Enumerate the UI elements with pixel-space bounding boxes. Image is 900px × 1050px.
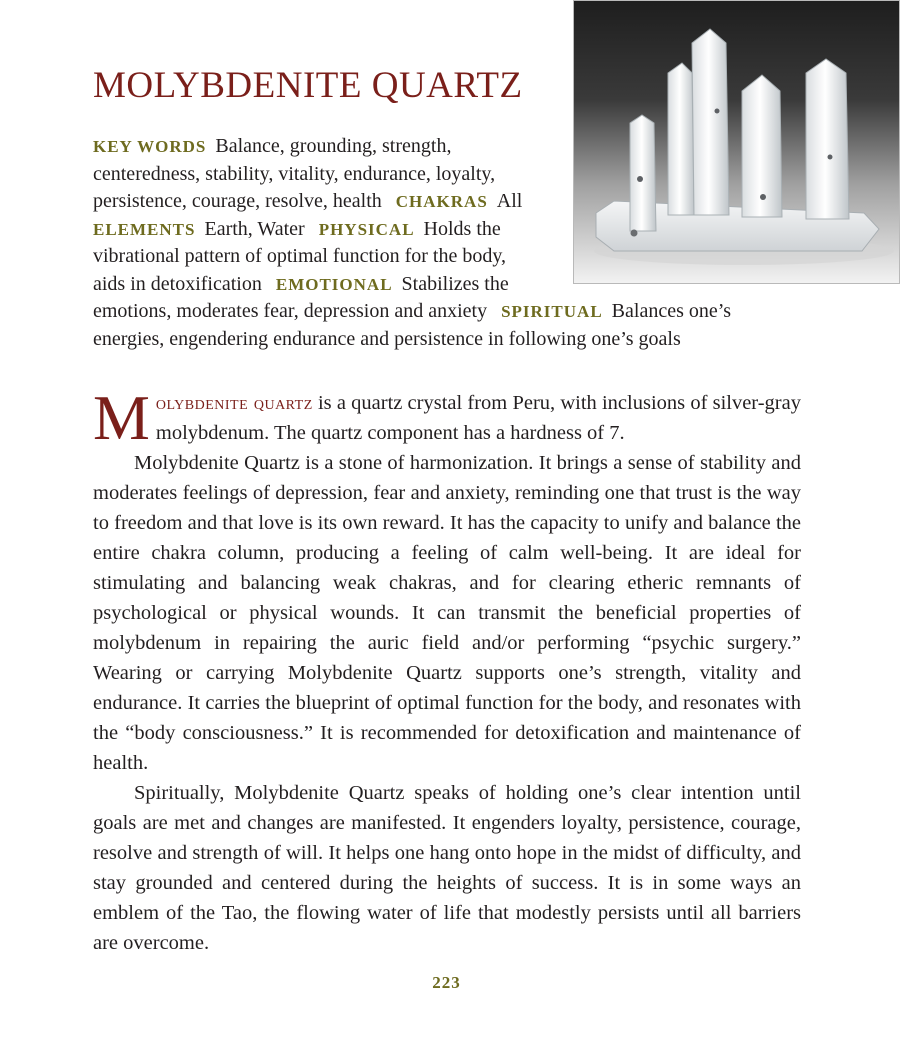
properties-line-2 bbox=[93, 161, 731, 189]
chakras-value: All bbox=[496, 190, 523, 212]
keywords-text: centeredness, stability, vitality, endurance, loyalty, bbox=[93, 162, 496, 185]
properties-line-5 bbox=[93, 243, 731, 271]
elements-value: Earth, Water bbox=[204, 217, 305, 240]
keywords-label: KEY WORDS bbox=[93, 137, 207, 156]
spiritual-label: SPIRITUAL bbox=[501, 302, 603, 321]
spiritual-text: energies, engendering endurance and persistence in following one’s goals bbox=[93, 327, 681, 350]
chakras-label: CHAKRAS bbox=[395, 192, 488, 211]
properties-line-1 bbox=[93, 133, 731, 161]
paragraph-2: Molybdenite Quartz is a stone of harmonization. It brings a sense of stability and moderates feelings of depression, fear and anxiety, reminding one that trust is the way to freedom and that love is its own reward. It has the capacity to unify and balance the entire chakra column, producing a feeling of calm well-being. It are ideal for stimulating and balancing weak chakras, and for clearing etheric remnants of psychological or physical wounds. It can transmit the beneficial properties of molybdenum in repairing the auric field and/or performing “psychic surgery.” Wearing or carrying Molybdenite Quartz supports one’s strength, vitality and endurance. It carries the blueprint of optimal function for the body, and resonates with the “body consciousness.” It is recommended for detoxification and maintenance of health. bbox=[93, 452, 801, 774]
emotional-text: emotions, moderates fear, depression and anxiety bbox=[93, 300, 488, 322]
emotional-label: EMOTIONAL bbox=[275, 274, 393, 294]
paragraph-3: Spiritually, Molybdenite Quartz speaks of holding one’s clear intention until goals are met and changes are manifested. It engenders loyalty, persistence, courage, resolve and strength of will. It helps one hang onto hope in the midst of difficulty, and stay grounded and centered during the heights of success. It is in some ways an emblem of the Tao, the flowing water of life that modestly persists until all barriers are overcome. bbox=[93, 782, 801, 954]
properties-line-8 bbox=[93, 326, 731, 354]
page-number: 223 bbox=[432, 973, 461, 992]
physical-text: Holds the bbox=[423, 217, 501, 240]
physical-text: vibrational pattern of optimal function for the body, bbox=[93, 245, 507, 267]
lead-in: olybdenite quartz bbox=[155, 392, 313, 414]
paragraph-1-text: is a quartz crystal from Peru, with inclusions of silver-gray molybdenum. The quartz component has a hardness of 7. bbox=[155, 392, 801, 444]
paragraph-1 bbox=[93, 382, 801, 453]
properties-line-3 bbox=[93, 188, 731, 216]
keywords-text: Balance, grounding, strength, bbox=[215, 135, 452, 157]
page-title: MOLYBDENITE QUARTZ bbox=[93, 65, 523, 106]
emotional-text: Stabilizes the bbox=[401, 272, 509, 295]
elements-label: ELEMENTS bbox=[93, 219, 196, 239]
body-text bbox=[93, 382, 801, 958]
physical-label: PHYSICAL bbox=[318, 219, 415, 239]
physical-text: aids in detoxification bbox=[93, 272, 262, 295]
properties-line-4 bbox=[93, 216, 731, 244]
spiritual-text: Balances one’s bbox=[611, 300, 732, 322]
stone-properties bbox=[93, 133, 731, 353]
drop-cap: M bbox=[93, 382, 150, 453]
keywords-text: persistence, courage, resolve, health bbox=[93, 190, 382, 212]
properties-line-7 bbox=[93, 298, 731, 326]
properties-line-6 bbox=[93, 271, 731, 299]
